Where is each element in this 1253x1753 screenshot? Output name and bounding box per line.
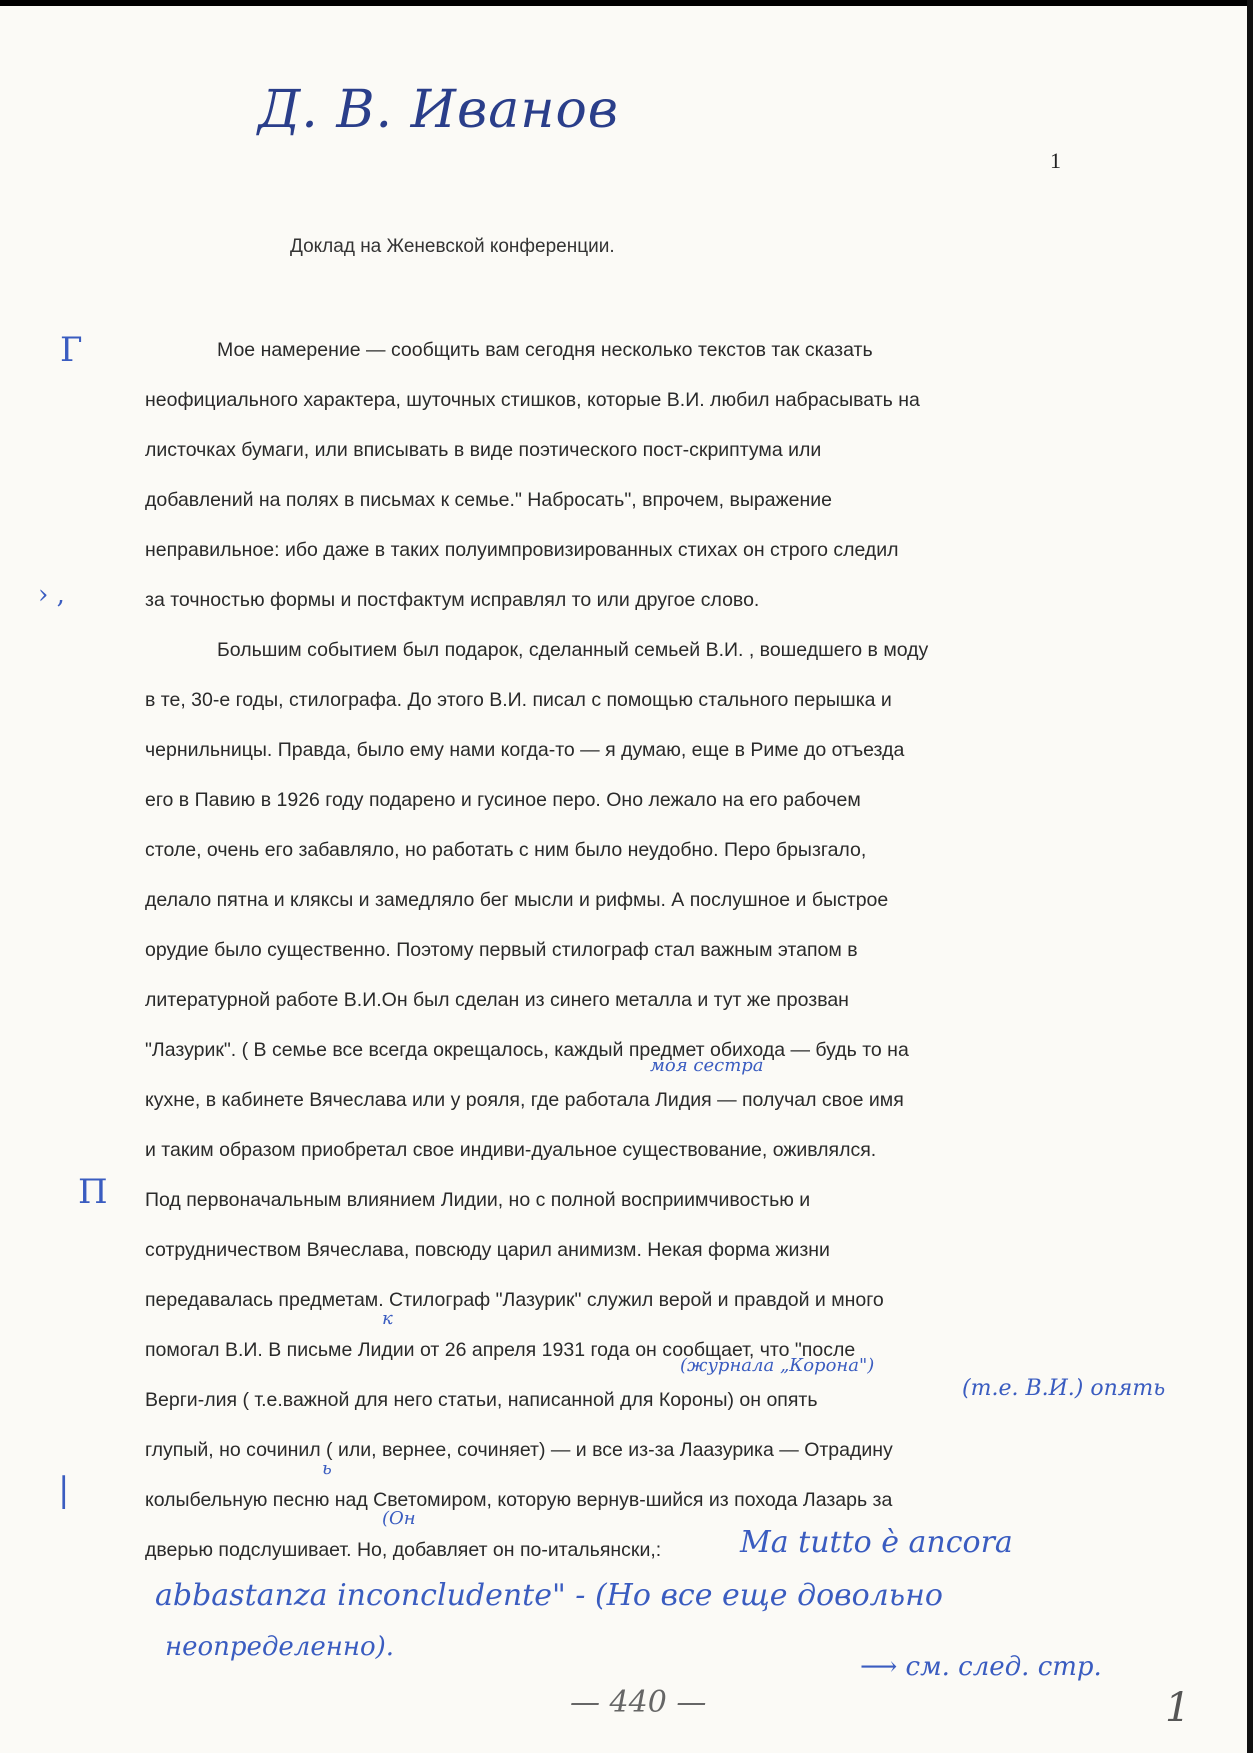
text-line: орудие было существенно. Поэтому первый стилограф стал важным этапом в: [145, 939, 858, 961]
corner-number: 1: [1165, 1685, 1191, 1731]
handwritten-signature: Д. В. Иванов: [258, 80, 620, 140]
margin-bracket-mark: Г: [60, 330, 83, 370]
text-line: добавлений на полях в письмах к семье." Набросать", впрочем, выражение: [145, 489, 832, 511]
typed-body: [145, 325, 1040, 1575]
text-line: Мое намерение — сообщить вам сегодня несколько текстов так сказать: [217, 339, 873, 361]
text-line: литературной работе В.И.Он был сделан из синего металла и тут же прозван: [145, 989, 849, 1011]
page-number: 1: [1050, 148, 1061, 173]
note-after-korony: (т.е. В.И.) опять: [962, 1376, 1166, 1401]
text-line: столе, очень его забавляло, но работать с ним было неудобно. Перо брызгало,: [145, 839, 867, 861]
scan-right-edge: [1247, 0, 1253, 1753]
text-line: кухне, в кабинете Вячеслава или у рояля, где работала Лидия — получал свое имя: [145, 1089, 904, 1111]
handwritten-continued-note: ⟶ см. след. стр.: [860, 1652, 1102, 1682]
text-line: делало пятна и кляксы и замедляло бег мысли и рифмы. А послушное и быстрое: [145, 889, 889, 911]
note-above-lidiya: моя сестра: [650, 1055, 764, 1076]
text-line: листочках бумаги, или вписывать в виде поэтического пост-скриптума или: [145, 439, 822, 461]
handwritten-line-3: неопределенно).: [165, 1632, 395, 1662]
text-line: и таким образом приобретал свое индиви-дуальное существование, оживлялся.: [145, 1139, 877, 1161]
text-line: сотрудничеством Вячеслава, повсюду царил анимизм. Некая форма жизни: [145, 1239, 830, 1261]
margin-pi-mark: П: [78, 1172, 108, 1212]
text-line: передавалась предметам. Стилограф "Лазурик" служил верой и правдой и много: [145, 1289, 884, 1311]
text-line: его в Павию в 1926 году подарено и гусиное перо. Оно лежало на его рабочем: [145, 789, 861, 811]
scan-top-edge: [0, 0, 1253, 6]
text-line: Большим событием был подарок, сделанный семьей В.И. , вошедшего в моду: [217, 639, 929, 661]
note-above-dobavlyaet: (Он: [382, 1508, 416, 1529]
text-line: неправильное: ибо даже в таких полуимпровизированных стихах он строго следил: [145, 539, 899, 561]
text-line: Под первоначальным влиянием Лидии, но с полной восприимчивостью и: [145, 1189, 811, 1211]
handwritten-line-1: Ma tutto è ancora: [740, 1525, 1013, 1560]
note-above-pesnyu: ь: [322, 1458, 332, 1479]
margin-comma-marks: › ,: [38, 580, 65, 610]
text-line: помогал В.И. В письме Лидии от 26 апреля 1931 года он сообщает, что "после: [145, 1339, 856, 1361]
text-line: глупый, но сочинил ( или, вернее, сочиняет) — и все из-за Лаазурика — Отрадину: [145, 1439, 893, 1461]
text-line: дверью подслушивает. Но, добавляет он по-итальянски,:: [145, 1539, 662, 1561]
text-line: в те, 30-е годы, стилографа. До этого В.И. писал с помощью стального перышка и: [145, 689, 892, 711]
note-above-korony: (журнала „Корона"): [680, 1355, 875, 1376]
text-line: неофициального характера, шуточных стишков, которые В.И. любил набрасывать на: [145, 389, 920, 411]
note-above-pisme: к: [382, 1308, 393, 1329]
text-line: Верги-лия ( т.е.важной для него статьи, написанной для Короны) он опять: [145, 1389, 818, 1411]
margin-bar-mark: |: [58, 1470, 70, 1510]
text-line: за точностью формы и постфактум исправлял то или другое слово.: [145, 589, 760, 611]
text-line: "Лазурик". ( В семье все всегда окрещалось, каждый предмет обихода — будь то на: [145, 1039, 909, 1061]
handwritten-line-2: abbastanza inconcludente" - (Но все еще довольно: [155, 1578, 943, 1613]
text-line: колыбельную песню над Светомиром, которую вернув-шийся из похода Лазарь за: [145, 1489, 893, 1511]
archive-number: — 440 —: [570, 1685, 707, 1720]
document-title: Доклад на Женевской конференции.: [290, 236, 615, 257]
text-line: чернильницы. Правда, было ему нами когда-то — я думаю, еще в Риме до отъезда: [145, 739, 905, 761]
